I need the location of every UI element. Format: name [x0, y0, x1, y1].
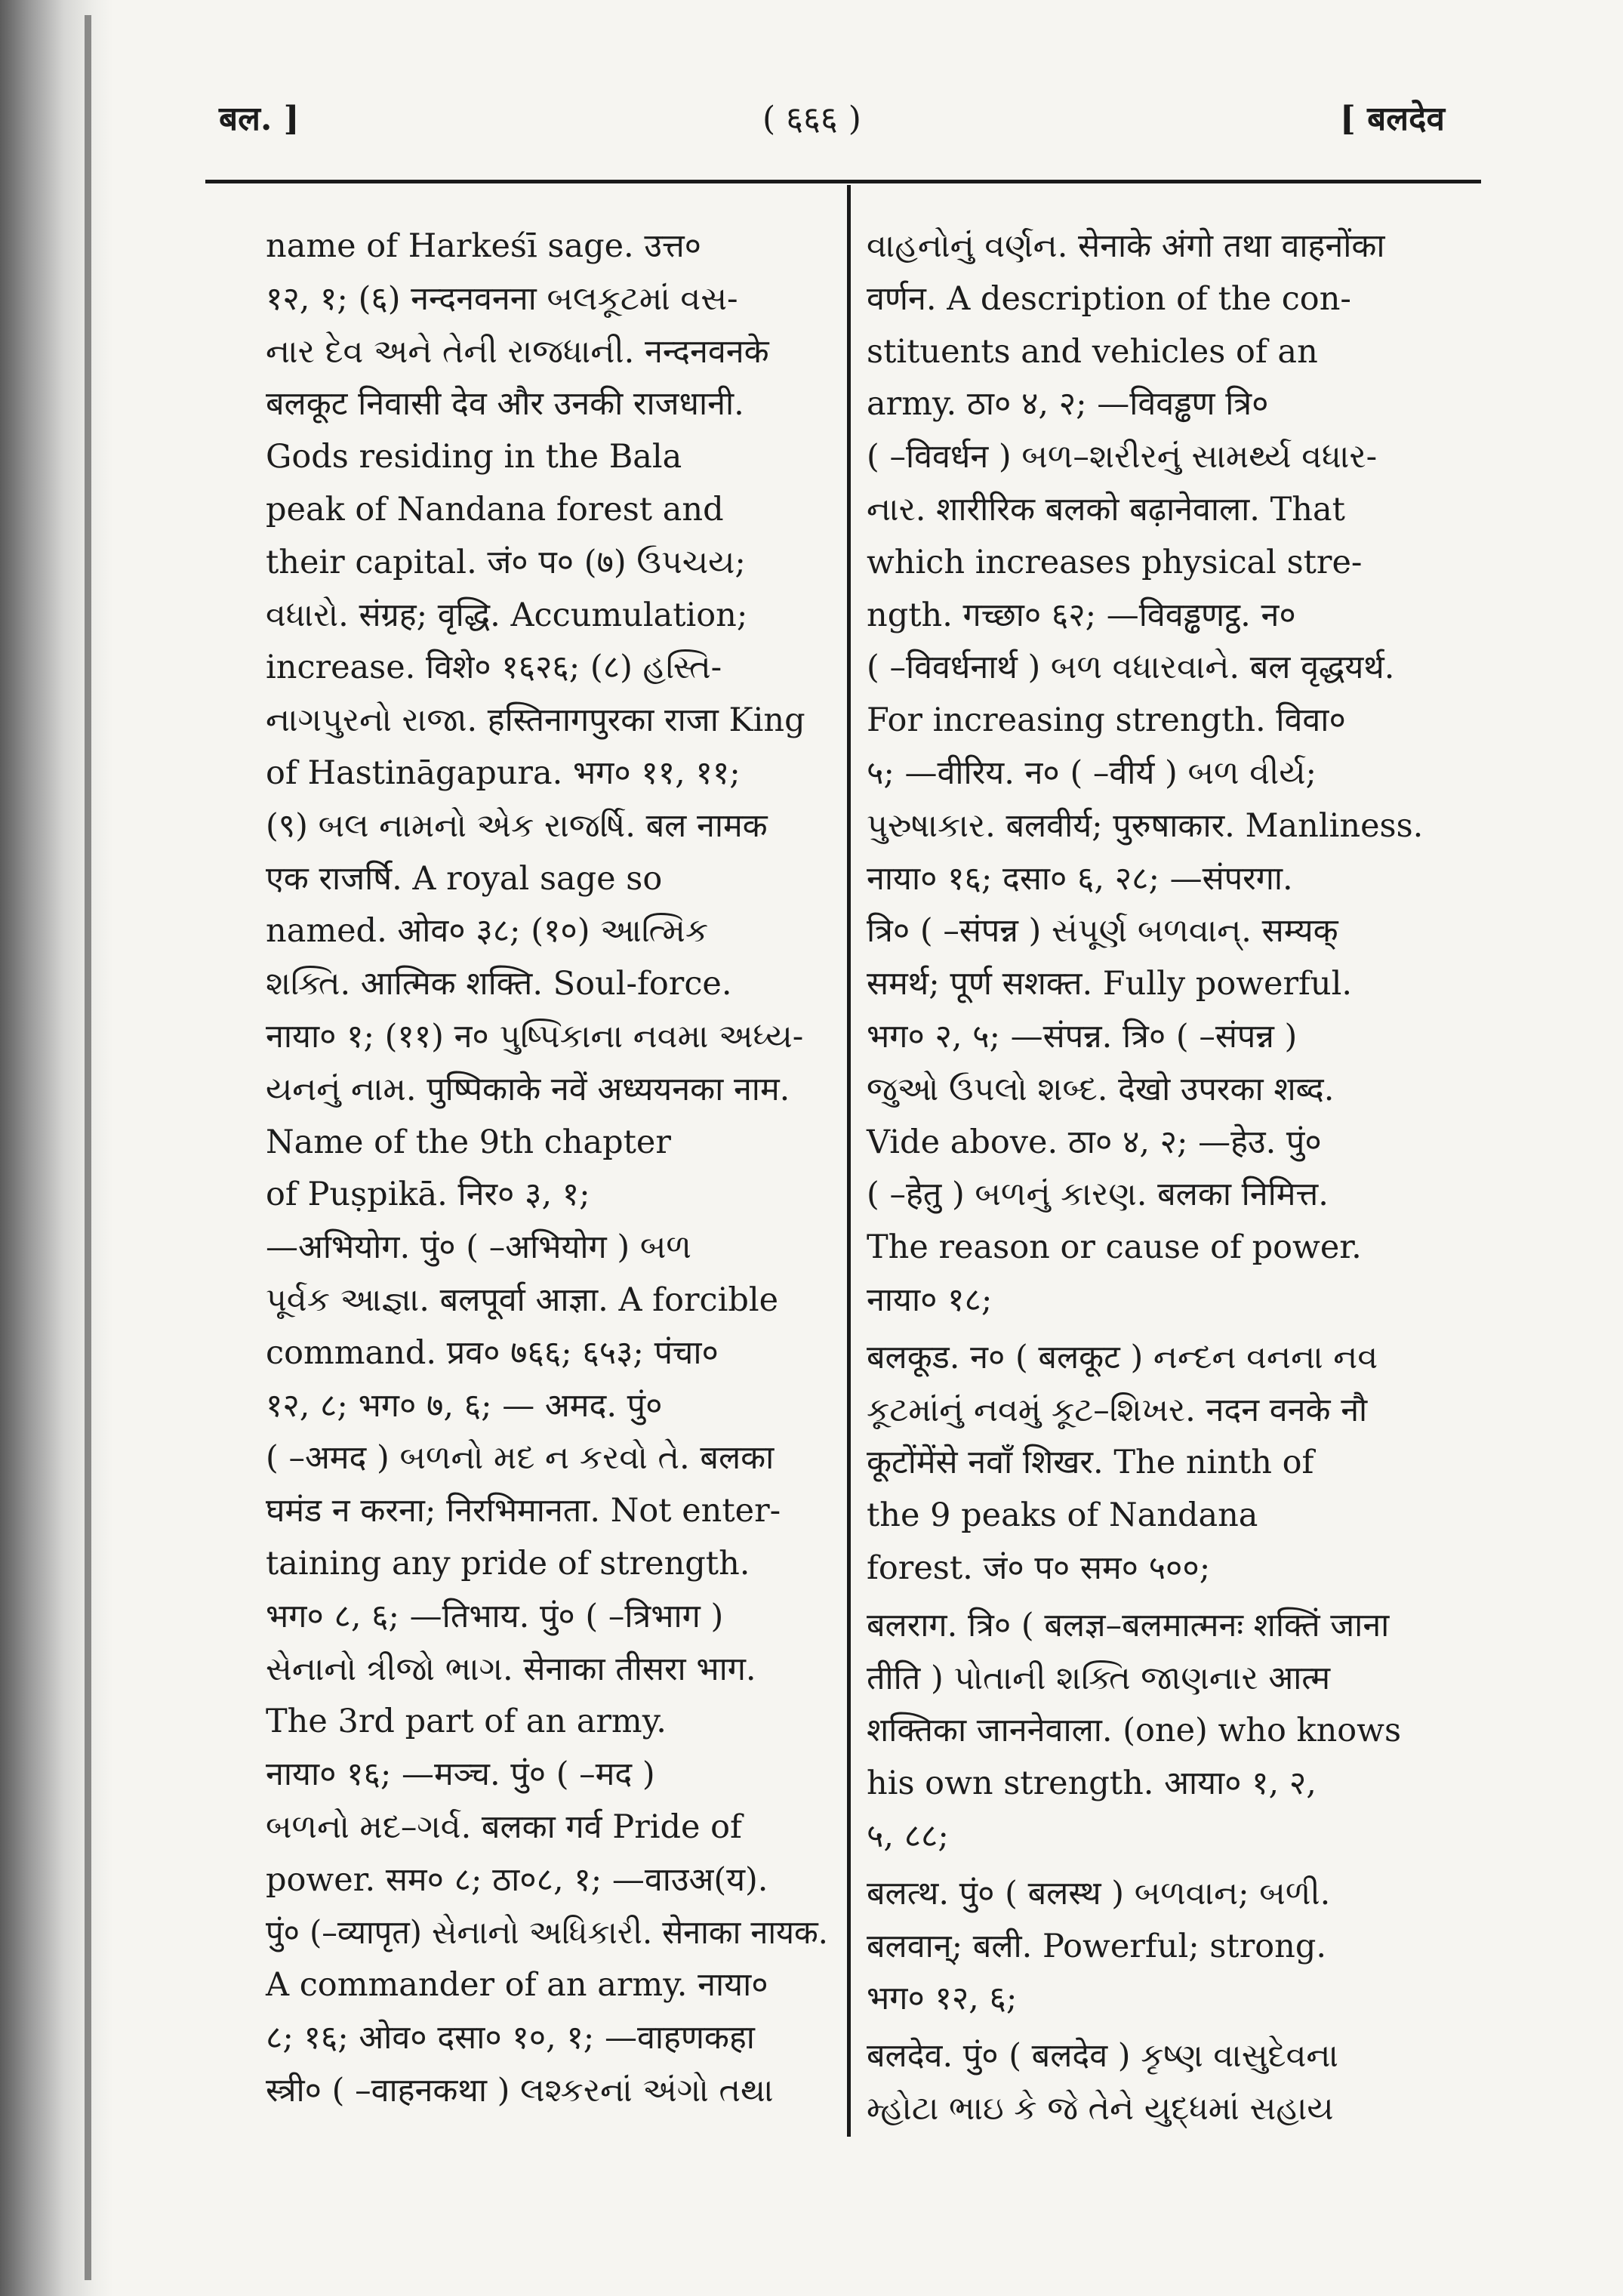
text-line: taining any pride of strength. — [266, 1544, 750, 1583]
header-right-guideword: [ बलदेव — [1340, 100, 1445, 138]
text-line: Vide above. ठा० ४, २; —हेउ. पुं० — [867, 1123, 1322, 1161]
text-line: भग० १२, ६; — [867, 1980, 1018, 2018]
text-line: name of Harkeśī sage. उत्त० — [266, 227, 702, 265]
text-line: समर्थ; पूर्ण सशक्त. Fully powerful. — [867, 965, 1353, 1003]
text-line: तीति ) પોતાની શક્તિ જાણનાર आत्म — [867, 1659, 1331, 1697]
text-line: નાર. शारीरिक बलको बढ़ानेवाला. That — [867, 490, 1345, 529]
text-line: बलराग. त्रि० ( बलज्ञ–बलमात्मनः शक्तिं जाना — [867, 1606, 1390, 1644]
text-line: वर्णन. A description of the con- — [867, 279, 1351, 318]
text-line: (९) બલ નામનો એક રાજર્ષિ. बल नामक — [266, 806, 768, 845]
text-line: વાહનોનું વર્ણન. सेनाके अंगो तथा वाहनोंका — [867, 227, 1385, 265]
text-line: बलकूट निवासी देव और उनकी राजधानी. — [266, 385, 744, 424]
book-binding-shadow — [0, 0, 113, 2296]
text-line: ( –अमद ) બળનો મદ ન કરવો તે. बलका — [266, 1439, 775, 1478]
text-line: increase. विशे० १६२६; (८) હસ્તિ- — [266, 649, 722, 687]
text-line: શક્તિ. आत्मिक शक्ति. Soul-force. — [266, 965, 732, 1003]
text-line: ५, ८८; — [867, 1817, 949, 1855]
header-left-guideword: बल. ] — [219, 100, 300, 138]
text-line: મ્હોટા ભાઇ કે જે તેને યુદ્ધમાં સહાય — [867, 2089, 1334, 2128]
text-line: A commander of an army. नाया० — [266, 1966, 768, 2005]
text-line: For increasing strength. विवा० — [867, 701, 1346, 740]
text-line: बलवान्; बली. Powerful; strong. — [867, 1927, 1327, 1965]
text-line: his own strength. आया० १, २, — [867, 1764, 1317, 1803]
text-line: भग० ८, ६; —तिभाय. पुं० ( –त्रिभाग ) — [266, 1597, 724, 1635]
text-line: नाया० १; (११) न० પુષ્પિકાના નવમા અધ્ય- — [266, 1017, 804, 1056]
text-line: stituents and vehicles of an — [867, 332, 1318, 371]
page-number: ( ६६६ ) — [762, 100, 861, 138]
text-line: त्रि० ( –संपन्न ) સંપૂર્ણ બળવાન્. सम्यक् — [867, 912, 1338, 951]
binding-edge — [85, 15, 91, 2280]
text-line: ८; १६; ओव० दसा० १०, १; —वाहणकहा — [266, 2019, 755, 2057]
text-line: command. प्रव० ७६६; ६५३; पंचा० — [266, 1333, 719, 1372]
text-line: Gods residing in the Bala — [266, 438, 682, 476]
text-line: एक राजर्षि. A royal sage so — [266, 859, 663, 898]
text-line: બળનો મદ–ગર્વ. बलका गर्व Pride of — [266, 1808, 742, 1846]
text-line: forest. जं० प० सम० ५००; — [867, 1549, 1211, 1587]
text-line: કૂટમાંનું નવમું કૂટ–શિખર. नदन वनके नौ — [867, 1391, 1368, 1429]
text-line: Name of the 9th chapter — [266, 1123, 671, 1161]
text-line: સેનાનો ત્રીજો ભાગ. सेनाका तीसरा भाग. — [266, 1650, 756, 1688]
text-line: स्त्री० ( –वाहनकथा ) લશ્કરનાં અંગો તથા — [266, 2071, 774, 2110]
text-line: ( –विवर्धनार्थ ) બળ વધારવાને. बल वृद्धयर्थ. — [867, 649, 1395, 687]
text-line: પુરુષાકાર. बलवीर्य; पुरुषाकार. Manliness. — [867, 806, 1424, 845]
text-line: कूटोंमेंसे नवाँ शिखर. The ninth of — [867, 1444, 1314, 1482]
text-line: The reason or cause of power. — [867, 1228, 1362, 1267]
text-line: The 3rd part of an army. — [266, 1703, 667, 1741]
text-line: नाया० १६; दसा० ६, २८; —संपरगा. — [867, 859, 1293, 898]
text-line: १२, ८; भग० ७, ६; — अमद. पुं० — [266, 1386, 663, 1425]
text-line: જુઓ ઉપલો શબ્દ. देखो उपरका शब्द. — [867, 1070, 1335, 1108]
text-line: named. ओव० ३८; (१०) આત્મિક — [266, 912, 709, 951]
text-line: power. सम० ८; ठा०८, १; —वाउअ(य). — [266, 1860, 768, 1899]
text-line: પૂર્વક આજ્ઞા. बलपूर्वा आज्ञा. A forcible — [266, 1281, 779, 1319]
header-rule — [205, 180, 1481, 183]
text-line: નાગપુરનો રાજા. हस्तिनागपुरका राजा King — [266, 701, 805, 740]
text-line: घमंड न करना; निरभिमानता. Not enter- — [266, 1492, 781, 1530]
text-line: भग० २, ५; —संपन्न. त्रि० ( –संपन्न ) — [867, 1017, 1298, 1056]
right-column — [867, 220, 1478, 2136]
text-line: बलकूड. न० ( बलकूट ) નન્દન વનના નવ — [867, 1338, 1378, 1376]
text-line: ५; —वीरिय. न० ( –वीर्य ) બળ વીર્ય; — [867, 754, 1317, 792]
text-line: ( –विवर्धन ) બળ–શરીરનું સામર્થ્ય વધાર- — [867, 438, 1378, 476]
text-line: of Hastināgapura. भग० ११, ११; — [266, 754, 741, 792]
text-line: —अभियोग. पुं० ( –अभियोग ) બળ — [266, 1228, 691, 1267]
text-line: नाया० १६; —मञ्च. पुं० ( –मद ) — [266, 1755, 655, 1794]
text-line: १२, १; (६) नन्दनवनना બલકૂટમાં વસ- — [266, 279, 738, 318]
text-line: पुं० (–व्यापृत) સેનાનો અધિકારી. सेनाका नायक. — [266, 1913, 828, 1952]
text-line: peak of Nandana forest and — [266, 490, 724, 529]
text-line: which increases physical stre- — [867, 543, 1363, 581]
text-line: નાર દેવ અને તેની રાજધાની. नन्दनवनके — [266, 332, 769, 371]
text-line: बलत्थ. पुं० ( बलस्थ ) બળવાન; બળી. — [867, 1874, 1331, 1912]
text-line: of Puṣpikā. निर० ३, १; — [266, 1176, 590, 1214]
text-line: ( –हेतु ) બળનું કારણ. बलका निमित्त. — [867, 1176, 1329, 1214]
text-line: army. ठा० ४, २; —विवड्ढण त्रि० — [867, 385, 1269, 424]
text-line: नाया० १८; — [867, 1281, 993, 1319]
text-line: the 9 peaks of Nandana — [867, 1496, 1258, 1535]
text-line: યનનું નામ. पुष्पिकाके नवें अध्ययनका नाम. — [266, 1070, 790, 1108]
text-line: शक्तिका जाननेवाला. (one) who knows — [867, 1712, 1402, 1750]
column-divider — [847, 185, 851, 2137]
text-line: their capital. जं० प० (७) ઉપચય; — [266, 543, 746, 581]
text-line: ngth. गच्छा० ६२; —विवड्ढणट्ठ. न० — [867, 596, 1296, 634]
text-line: વધારો. संग्रह; वृद्धि. Accumulation; — [266, 596, 748, 634]
left-column — [266, 220, 828, 2118]
text-line: बलदेव. पुं० ( बलदेव ) કૃષ્ણ વાસુદેવના — [867, 2037, 1338, 2076]
